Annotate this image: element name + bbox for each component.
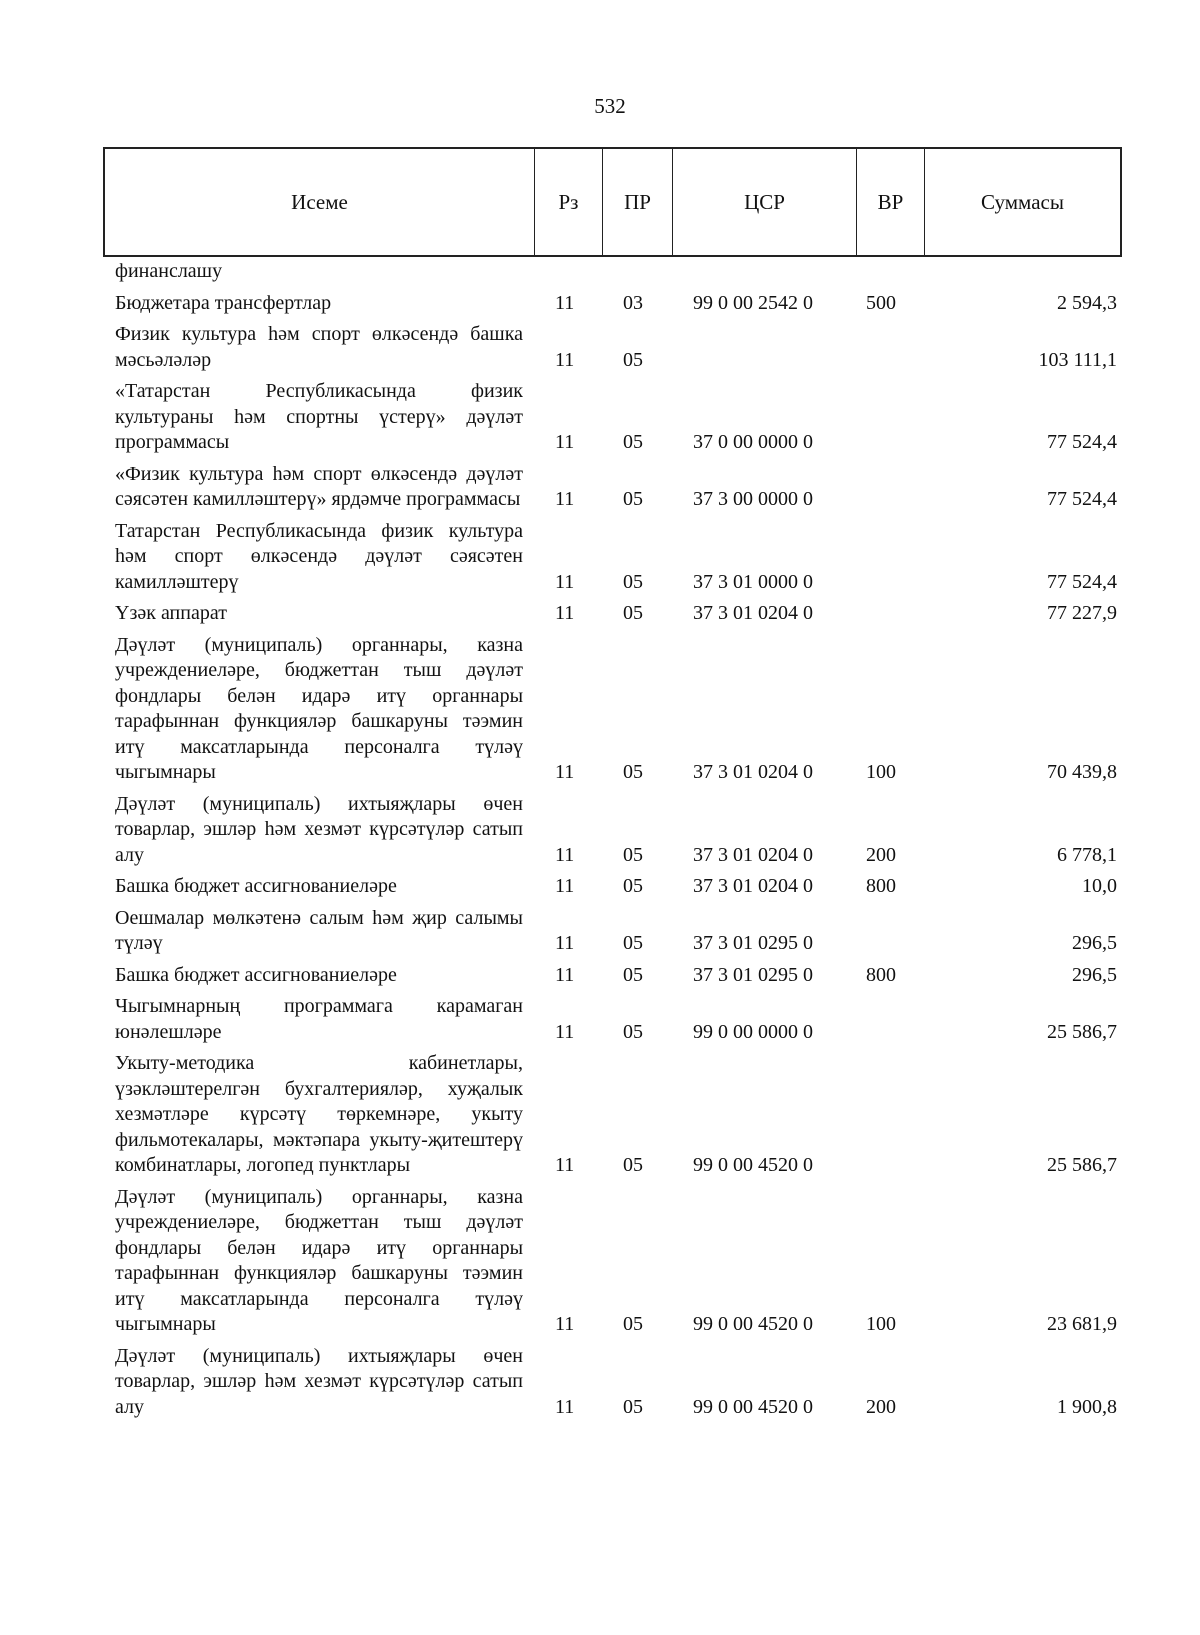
row-rz: 11 — [555, 570, 575, 593]
row-csr: 37 3 01 0204 0 — [693, 875, 813, 897]
row-pr: 05 — [623, 348, 643, 371]
row-rz: 11 — [555, 1313, 575, 1335]
table-row — [115, 906, 1117, 957]
row-name: Дәүләт (муниципаль) ихтыяҗлары өчен товарлар, эшләр һәм хезмәт күрсәтүләр сатып алу — [115, 1344, 523, 1418]
table-row — [115, 994, 1117, 1045]
row-name: Дәүләт (муниципаль) органнары, казна учреждениеләре, бюджеттан тыш дәүләт фондлары белән идарә итү органнары тарафыннан функцияләр башкаруны тәэмин итү максатларында персоналга түләү чыгымнары — [115, 1185, 523, 1335]
row-name: «Татарстан Республикасында физик культураны һәм спортны үстерү» дәүләт программасы — [115, 380, 523, 453]
row-pr: 05 — [623, 875, 643, 897]
table-row — [115, 1185, 1117, 1338]
table-row — [115, 291, 1117, 317]
table-row — [115, 519, 1117, 596]
row-rz: 11 — [555, 761, 575, 783]
row-pr: 05 — [623, 932, 643, 954]
row-rz: 11 — [555, 843, 575, 866]
row-sum: 23 681,9 — [1047, 1313, 1117, 1335]
table-row — [115, 379, 1117, 456]
row-pr: 05 — [623, 1395, 643, 1418]
table-row — [115, 1051, 1117, 1179]
row-sum: 10,0 — [1082, 875, 1117, 897]
row-rz: 11 — [555, 602, 575, 624]
row-name: Башка бюджет ассигнованиеләре — [115, 875, 397, 897]
row-sum: 77 524,4 — [1047, 570, 1117, 593]
table-header — [103, 147, 1122, 257]
row-name: Бюджетара трансфертлар — [115, 291, 332, 314]
row-sum: 296,5 — [1072, 932, 1117, 954]
row-name: «Физик культура һәм спорт өлкәсендә дәүләт сәясәтен камилләштерү» ярдәмче программасы — [115, 462, 523, 510]
row-csr: 37 3 01 0204 0 — [693, 602, 813, 624]
page-number: 532 — [594, 94, 626, 118]
row-csr: 99 0 00 4520 0 — [693, 1313, 813, 1335]
row-name: Укыту-методика кабинетлары, үзәкләштерелгән бухгалтерияләр, хуҗалык хезмәтләре күрсәтү төркемнәре, укыту фильмотекалары, мәктәпара укыту-җитештерү комбинатлары, логопед пунктлары — [115, 1052, 523, 1176]
table-row — [115, 792, 1117, 869]
row-csr: 37 3 01 0204 0 — [693, 843, 813, 866]
row-pr: 03 — [623, 291, 643, 314]
row-pr: 05 — [623, 1154, 643, 1176]
row-csr: 37 3 01 0295 0 — [693, 963, 813, 986]
row-csr: 99 0 00 4520 0 — [693, 1395, 813, 1418]
row-name: Үзәк аппарат — [115, 602, 227, 624]
row-sum: 70 439,8 — [1047, 761, 1117, 783]
row-name: Дәүләт (муниципаль) органнары, казна учреждениеләре, бюджеттан тыш дәүләт фондлары белән идарә итү органнары тарафыннан функцияләр башкаруны тәэмин итү максатларында персоналга түләү чыгымнары — [115, 633, 523, 783]
table-row — [115, 462, 1117, 513]
row-rz: 11 — [555, 348, 575, 371]
row-sum: 77 524,4 — [1047, 431, 1117, 453]
table-row — [115, 633, 1117, 786]
table-row — [115, 322, 1117, 373]
row-sum: 25 586,7 — [1047, 1154, 1117, 1176]
header-pr: ПР — [603, 149, 673, 255]
row-pr: 05 — [623, 963, 643, 986]
row-sum: 77 227,9 — [1047, 602, 1117, 624]
row-vr: 200 — [866, 1395, 896, 1418]
row-vr: 500 — [866, 291, 896, 314]
row-vr: 200 — [866, 843, 896, 866]
row-rz: 11 — [555, 932, 575, 954]
header-rz: Рз — [535, 149, 603, 255]
row-vr: 100 — [866, 1313, 896, 1335]
row-rz: 11 — [555, 1395, 575, 1418]
row-rz: 11 — [555, 963, 575, 986]
table-row — [115, 963, 1117, 989]
row-csr: 37 3 01 0204 0 — [693, 761, 813, 783]
row-pr: 05 — [623, 602, 643, 624]
row-csr: 99 0 00 0000 0 — [693, 1020, 813, 1043]
row-csr: 37 3 01 0000 0 — [693, 570, 813, 593]
row-sum: 2 594,3 — [1057, 291, 1117, 314]
row-rz: 11 — [555, 875, 575, 897]
row-vr: 800 — [866, 875, 896, 897]
row-pr: 05 — [623, 1020, 643, 1043]
row-name: Башка бюджет ассигнованиеләре — [115, 963, 397, 986]
table-row — [115, 601, 1117, 627]
header-csr: ЦСР — [673, 149, 857, 255]
row-pr: 05 — [623, 761, 643, 783]
row-pr: 05 — [623, 570, 643, 593]
row-rz: 11 — [555, 1154, 575, 1176]
row-pr: 05 — [623, 843, 643, 866]
row-name: финанслашу — [115, 260, 223, 282]
row-csr: 99 0 00 2542 0 — [693, 291, 813, 314]
row-csr: 37 3 00 0000 0 — [693, 488, 813, 510]
header-sum: Суммасы — [981, 189, 1064, 214]
row-rz: 11 — [555, 1020, 575, 1043]
row-rz: 11 — [555, 291, 575, 314]
row-sum: 6 778,1 — [1057, 843, 1117, 866]
row-vr: 800 — [866, 963, 896, 986]
row-sum: 296,5 — [1072, 963, 1117, 986]
row-name: Оешмалар мөлкәтенә салым һәм җир салымы түләү — [115, 906, 523, 954]
row-rz: 11 — [555, 488, 575, 510]
table-row — [115, 259, 1117, 285]
table-row — [115, 874, 1117, 900]
row-vr: 100 — [866, 761, 896, 783]
table-body — [115, 259, 1117, 1426]
row-sum: 103 111,1 — [1038, 348, 1117, 371]
row-name: Физик культура һәм спорт өлкәсендә башка мәсьәләләр — [115, 323, 523, 371]
row-sum: 25 586,7 — [1047, 1020, 1117, 1043]
row-name: Чыгымнарның программага карамаган юнәлешләре — [115, 995, 523, 1043]
row-rz: 11 — [555, 431, 575, 453]
row-name: Дәүләт (муниципаль) ихтыяҗлары өчен товарлар, эшләр һәм хезмәт күрсәтүләр сатып алу — [115, 792, 523, 866]
row-sum: 77 524,4 — [1047, 488, 1117, 510]
row-name: Татарстан Республикасында физик культура һәм спорт өлкәсендә дәүләт сәясәтен камилләштерү — [115, 519, 523, 593]
header-vr: ВР — [857, 149, 925, 255]
table-row — [115, 1344, 1117, 1421]
row-csr: 37 3 01 0295 0 — [693, 932, 813, 954]
row-pr: 05 — [623, 431, 643, 453]
header-name: Исеме — [105, 149, 535, 255]
row-pr: 05 — [623, 488, 643, 510]
row-csr: 37 0 00 0000 0 — [693, 431, 813, 453]
row-sum: 1 900,8 — [1057, 1395, 1117, 1418]
row-pr: 05 — [623, 1313, 643, 1335]
row-csr: 99 0 00 4520 0 — [693, 1154, 813, 1176]
